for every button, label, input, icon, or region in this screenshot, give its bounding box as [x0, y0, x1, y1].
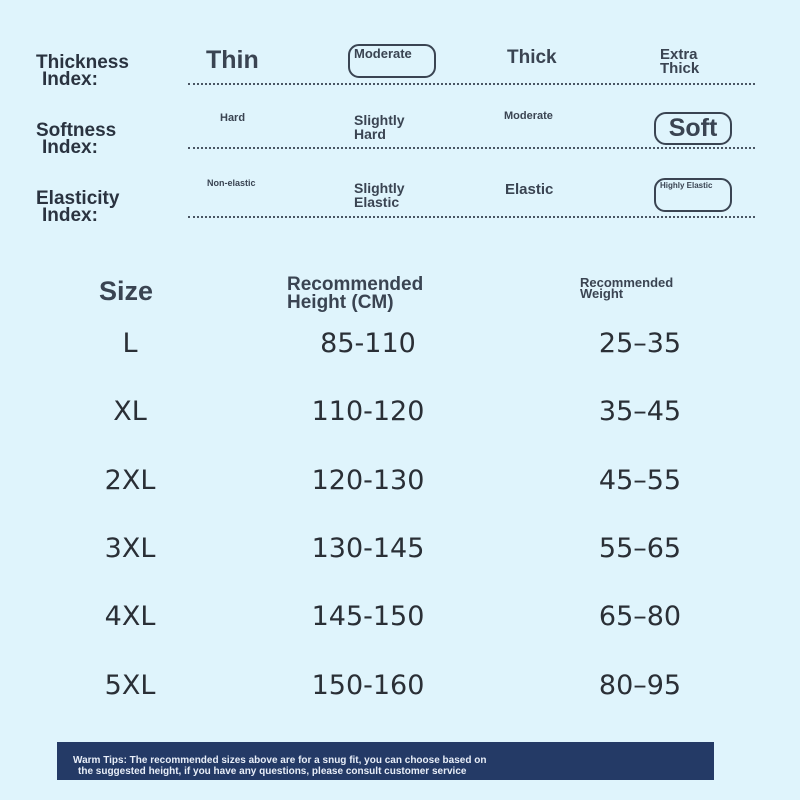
softness-option-hard: Hard [220, 112, 246, 124]
weight-cell: 80–95 [598, 670, 682, 701]
warm-tips-line-2: the suggested height, if you have any questions, please consult customer service [78, 766, 467, 777]
height-cell: 120-130 [311, 465, 425, 496]
thickness-option-thick: Thick [507, 47, 557, 68]
height-cell: 150-160 [311, 670, 425, 701]
height-cell: 110-120 [311, 396, 425, 427]
weight-cell: 25–35 [598, 328, 682, 359]
size-header: Size [99, 276, 154, 306]
softness-option-slightly-hard: Slightly Hard [354, 112, 405, 142]
softness-index-label: Softness Index: [36, 120, 117, 158]
softness-option-moderate: Moderate [504, 110, 553, 122]
elasticity-index-row [0, 174, 800, 244]
thickness-index-row [0, 40, 800, 110]
thickness-option-extra-thick: Extra Thick [660, 46, 700, 77]
height-header: Recommended Height (CM) [287, 274, 424, 313]
size-cell: 2XL [104, 465, 156, 496]
elasticity-divider [188, 216, 755, 218]
elasticity-option-elastic: Elastic [505, 181, 554, 198]
elasticity-index-label: Elasticity Index: [36, 188, 120, 226]
elasticity-option-highly-elastic: Highly Elastic [654, 178, 732, 212]
size-cell: 3XL [104, 533, 156, 564]
softness-divider [188, 147, 755, 149]
size-cell: 4XL [104, 601, 156, 632]
weight-cell: 65–80 [598, 601, 682, 632]
elasticity-option-non-elastic: Non-elastic [207, 178, 256, 188]
weight-cell: 35–45 [598, 396, 682, 427]
weight-cell: 55–65 [598, 533, 682, 564]
thickness-index-label: Thickness Index: [36, 52, 129, 90]
weight-header: Recommended Weight [580, 275, 674, 301]
thickness-option-moderate: Moderate [348, 44, 436, 78]
height-cell: 85-110 [320, 328, 416, 359]
thickness-divider [188, 83, 755, 85]
size-cell: 5XL [104, 670, 156, 701]
thickness-option-thin: Thin [206, 46, 259, 74]
elasticity-option-slightly-elastic: Slightly Elastic [354, 180, 405, 210]
warm-tips-banner [57, 742, 714, 780]
softness-option-soft: Soft [654, 112, 732, 145]
size-cell: L [122, 328, 138, 359]
softness-index-row [0, 106, 800, 176]
height-cell: 145-150 [311, 601, 425, 632]
warm-tips-line-1: Warm Tips: The recommended sizes above are for a snug fit, you can choose based on [73, 755, 487, 766]
size-cell: XL [113, 396, 147, 427]
weight-cell: 45–55 [598, 465, 682, 496]
height-cell: 130-145 [311, 533, 425, 564]
